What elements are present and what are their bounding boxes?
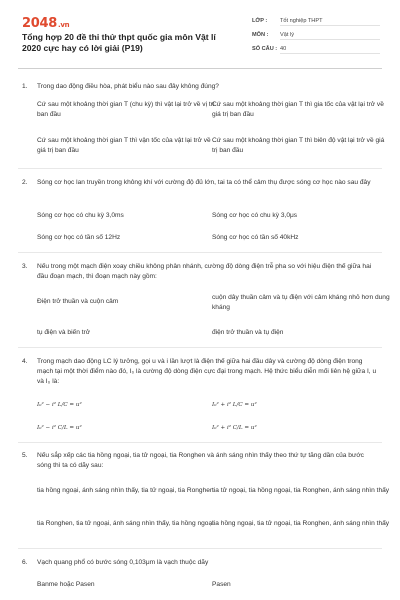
- question-number: 3.: [22, 263, 28, 270]
- option-d[interactable]: tia hồng ngoại, tia tử ngoại, tia Ronghen, ánh sáng nhìn thấy: [212, 520, 390, 527]
- option-b[interactable]: Sóng cơ học có chu kỳ 3,0μs: [212, 212, 298, 219]
- question-number: 6.: [22, 559, 28, 566]
- option-a[interactable]: Cứ sau một khoảng thời gian T (chu kỳ) thì vật lại trở về vị trí ban đầu: [37, 101, 215, 118]
- question-stem: Sóng cơ học lan truyền trong không khí với cường độ đủ lớn, tai ta có thể cảm thụ được sóng cơ học nào sau đây: [37, 179, 371, 186]
- option-b[interactable]: Cứ sau một khoảng thời gian T thì gia tốc của vật lại trở về giá trị ban đầu: [212, 101, 384, 118]
- question-number: 4.: [22, 358, 28, 365]
- site-logo[interactable]: [22, 16, 69, 31]
- question-number: 5.: [22, 452, 28, 459]
- document-title: Tổng hợp 20 đề thi thử thpt quốc gia môn Vật lí 2020 cực hay có lời giải (P19): [22, 32, 216, 53]
- option-b[interactable]: Pasen: [212, 581, 231, 588]
- option-a[interactable]: Banme hoặc Pasen: [37, 581, 95, 588]
- question-stem: Nếu sắp xếp các tia hồng ngoại, tia tử ngoại, tia Ronghen và ánh sáng nhìn thấy theo thứ tự tăng dần của bước sóng thì ta có dãy sau:: [37, 452, 364, 469]
- question-divider: [18, 548, 382, 549]
- meta-label: MÔN :: [252, 32, 269, 38]
- question-stem: Trong mạch dao động LC lý tưởng, gọi u và i lần lượt là điện thế giữa hai đầu dây và cường độ dòng điện trong mạch tại một thời điểm nào đó, I₀ là cường độ dòng điện cực đại trong mạch. Hệ thức biểu diễn mối liên hệ giữa I, u và I₀ là:: [37, 358, 377, 385]
- meta-value: Vật lý: [280, 32, 294, 38]
- option-c[interactable]: tụ điện và biến trở: [37, 329, 91, 336]
- meta-label: SỐ CÂU :: [252, 46, 278, 52]
- option-b[interactable]: cuộn dây thuần cảm và tụ điện với cảm kháng nhỏ hơn dung kháng: [212, 294, 390, 311]
- question-stem: Trong dao động điều hòa, phát biểu nào sau đây không đúng?: [37, 83, 219, 90]
- option-d[interactable]: I₀² + i² C/L = u²: [212, 425, 257, 431]
- option-b[interactable]: I₀² + i² L/C = u²: [212, 402, 257, 408]
- meta-underline: [280, 25, 380, 26]
- option-c[interactable]: Cứ sau một khoảng thời gian T thì vận tốc của vật lại trở về giá trị ban đầu: [37, 137, 211, 154]
- question-number: 1.: [22, 83, 28, 90]
- question-divider: [18, 442, 382, 443]
- question-divider: [18, 252, 382, 253]
- question-stem: Nếu trong một mạch điện xoay chiều không phân nhánh, cường độ dòng điện trễ pha so với hiệu điện thế giữa hai đầu đoạn mạch, thì đoạn mạch này gồm:: [37, 263, 372, 280]
- option-d[interactable]: Cứ sau một khoảng thời gian T thì biên độ vật lại trở về giá trị ban đầu: [212, 137, 385, 154]
- option-b[interactable]: tia tử ngoại, tia hồng ngoại, tia Ronghen, ánh sáng nhìn thấy: [212, 487, 390, 494]
- meta-label: LỚP :: [252, 18, 268, 24]
- option-c[interactable]: I₀² − i² C/L = u²: [37, 425, 82, 431]
- option-a[interactable]: Điện trở thuần và cuộn cảm: [37, 298, 119, 305]
- option-d[interactable]: điện trở thuần và tụ điện: [212, 329, 284, 336]
- meta-underline: [280, 53, 380, 54]
- meta-value: 40: [280, 46, 287, 52]
- logo-text: 2048: [22, 16, 57, 31]
- option-c[interactable]: tia Ronghen, tia tử ngoại, ánh sáng nhìn thấy, tia hồng ngoại: [37, 520, 214, 527]
- option-c[interactable]: Sóng cơ học có tần số 12Hz: [37, 234, 121, 241]
- header-divider: [18, 68, 382, 69]
- question-divider: [18, 168, 382, 169]
- meta-value: Tốt nghiệp THPT: [280, 18, 323, 24]
- option-a[interactable]: I₀² − i² L/C = u²: [37, 402, 82, 408]
- question-number: 2.: [22, 179, 28, 186]
- option-a[interactable]: tia hồng ngoại, ánh sáng nhìn thấy, tia tử ngoại, tia Ronghen: [37, 487, 214, 494]
- option-a[interactable]: Sóng cơ học có chu kỳ 3,0ms: [37, 212, 124, 219]
- question-stem: Vạch quang phổ có bước sóng 0,103μm là vạch thuộc dãy: [37, 559, 209, 566]
- page-header: [0, 0, 400, 64]
- option-d[interactable]: Sóng cơ học có tần số 40kHz: [212, 234, 299, 241]
- question-divider: [18, 347, 382, 348]
- meta-underline: [280, 39, 380, 40]
- logo-suffix: .vn: [57, 21, 70, 29]
